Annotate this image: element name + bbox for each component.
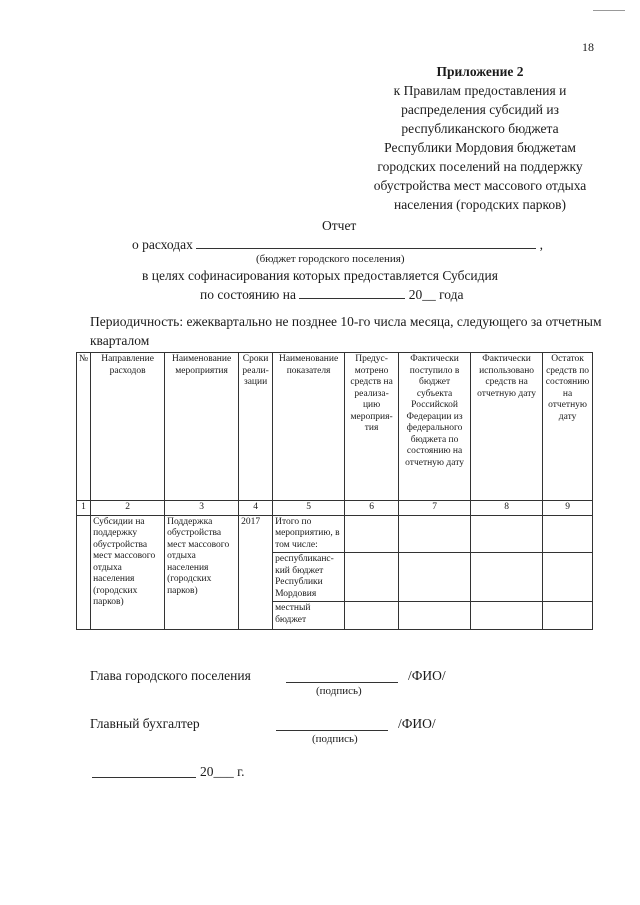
budget-caption: (бюджет городского поселения) <box>256 253 405 265</box>
scan-mark <box>593 10 625 11</box>
header-cell: Сроки реали-зации <box>239 353 273 501</box>
head-fio: /ФИО/ <box>408 668 446 683</box>
header-cell: Наименование мероприятия <box>165 353 239 501</box>
budget-name-blank[interactable] <box>196 236 536 249</box>
head-signature-blank[interactable] <box>286 682 398 683</box>
head-signature-caption: (подпись) <box>316 685 362 697</box>
indicator-cell: республиканс-кий бюджет Республики Мордовия <box>273 553 345 602</box>
header-cell: Фактически поступило в бюджет субъекта Российской Федерации из федерального бюджета по состоянию на отчетную дату <box>399 353 471 501</box>
column-number: 8 <box>471 501 543 516</box>
periodicity: Периодичность: ежеквартально не позднее 10-го числа месяца, следующего за отчетным кварталом <box>90 314 602 348</box>
value-cell[interactable] <box>345 602 399 630</box>
head-label: Глава городского поселения <box>90 668 251 683</box>
as-of-date-blank[interactable] <box>299 286 405 299</box>
value-cell[interactable] <box>471 602 543 630</box>
appendix-line: городских поселений на поддержку <box>377 159 583 174</box>
column-number: 9 <box>543 501 593 516</box>
header-cell: Наименование показателя <box>273 353 345 501</box>
accountant-fio: /ФИО/ <box>398 716 436 731</box>
appendix-line: распределения субсидий из <box>401 102 559 117</box>
appendix-line: населения (городских парков) <box>394 197 566 212</box>
appendix-line: Республики Мордовия бюджетам <box>384 140 576 155</box>
value-cell[interactable] <box>543 515 593 553</box>
value-cell[interactable] <box>345 515 399 553</box>
purpose-line: в целях софинасирования которых предоставляется Субсидия <box>142 268 498 283</box>
value-cell[interactable] <box>471 553 543 602</box>
indicator-cell: местный бюджет <box>273 602 345 630</box>
as-of-prefix: по состоянию на <box>200 287 296 302</box>
expenses-suffix: , <box>539 237 544 252</box>
report-title: Отчет <box>322 218 357 233</box>
date-blank[interactable] <box>92 777 196 778</box>
table-row <box>77 515 593 553</box>
header-row <box>77 353 593 501</box>
column-number: 6 <box>345 501 399 516</box>
accountant-label: Главный бухгалтер <box>90 716 200 731</box>
header-cell: Направление расходов <box>91 353 165 501</box>
indicator-cell: Итого по мероприятию, в том числе: <box>273 515 345 553</box>
column-number-row <box>77 501 593 516</box>
header-cell: Предус-мотрено средств на реализа-цию мероприя-тия <box>345 353 399 501</box>
value-cell[interactable] <box>399 515 471 553</box>
column-number: 5 <box>273 501 345 516</box>
appendix-line: к Правилам предоставления и <box>393 83 567 98</box>
header-cell: Фактически использовано средств на отчетную дату <box>471 353 543 501</box>
column-number: 4 <box>239 501 273 516</box>
accountant-signature-caption: (подпись) <box>312 733 358 745</box>
column-number: 1 <box>77 501 91 516</box>
as-of-year: 20__ года <box>408 287 464 302</box>
value-cell[interactable] <box>543 553 593 602</box>
date-suffix: 20___ г. <box>200 764 245 779</box>
as-of-line <box>200 286 464 303</box>
appendix-line: республиканского бюджета <box>401 121 559 136</box>
expenses-prefix: о расходах <box>132 237 193 252</box>
value-cell[interactable] <box>471 515 543 553</box>
header-cell: Остаток средств по состоянию на отчетную дату <box>543 353 593 501</box>
row-number-cell <box>77 515 91 630</box>
column-number: 3 <box>165 501 239 516</box>
report-header <box>60 218 620 308</box>
report-table <box>76 352 593 630</box>
period-cell: 2017 <box>239 515 273 630</box>
column-number: 2 <box>91 501 165 516</box>
header-cell: № <box>77 353 91 501</box>
page-number: 18 <box>582 40 594 54</box>
expenses-line <box>132 236 543 253</box>
appendix-block <box>330 62 630 214</box>
appendix-title: Приложение 2 <box>436 64 524 79</box>
column-number: 7 <box>399 501 471 516</box>
value-cell[interactable] <box>399 602 471 630</box>
direction-cell: Субсидии на поддержку обустройства мест массового отдыха населения (городских парков) <box>91 515 165 630</box>
event-cell: Поддержка обустройства мест массового отдыха населения (городских парков) <box>165 515 239 630</box>
value-cell[interactable] <box>345 553 399 602</box>
value-cell[interactable] <box>399 553 471 602</box>
value-cell[interactable] <box>543 602 593 630</box>
accountant-signature-blank[interactable] <box>276 730 388 731</box>
appendix-line: обустройства мест массового отдыха <box>373 178 587 193</box>
